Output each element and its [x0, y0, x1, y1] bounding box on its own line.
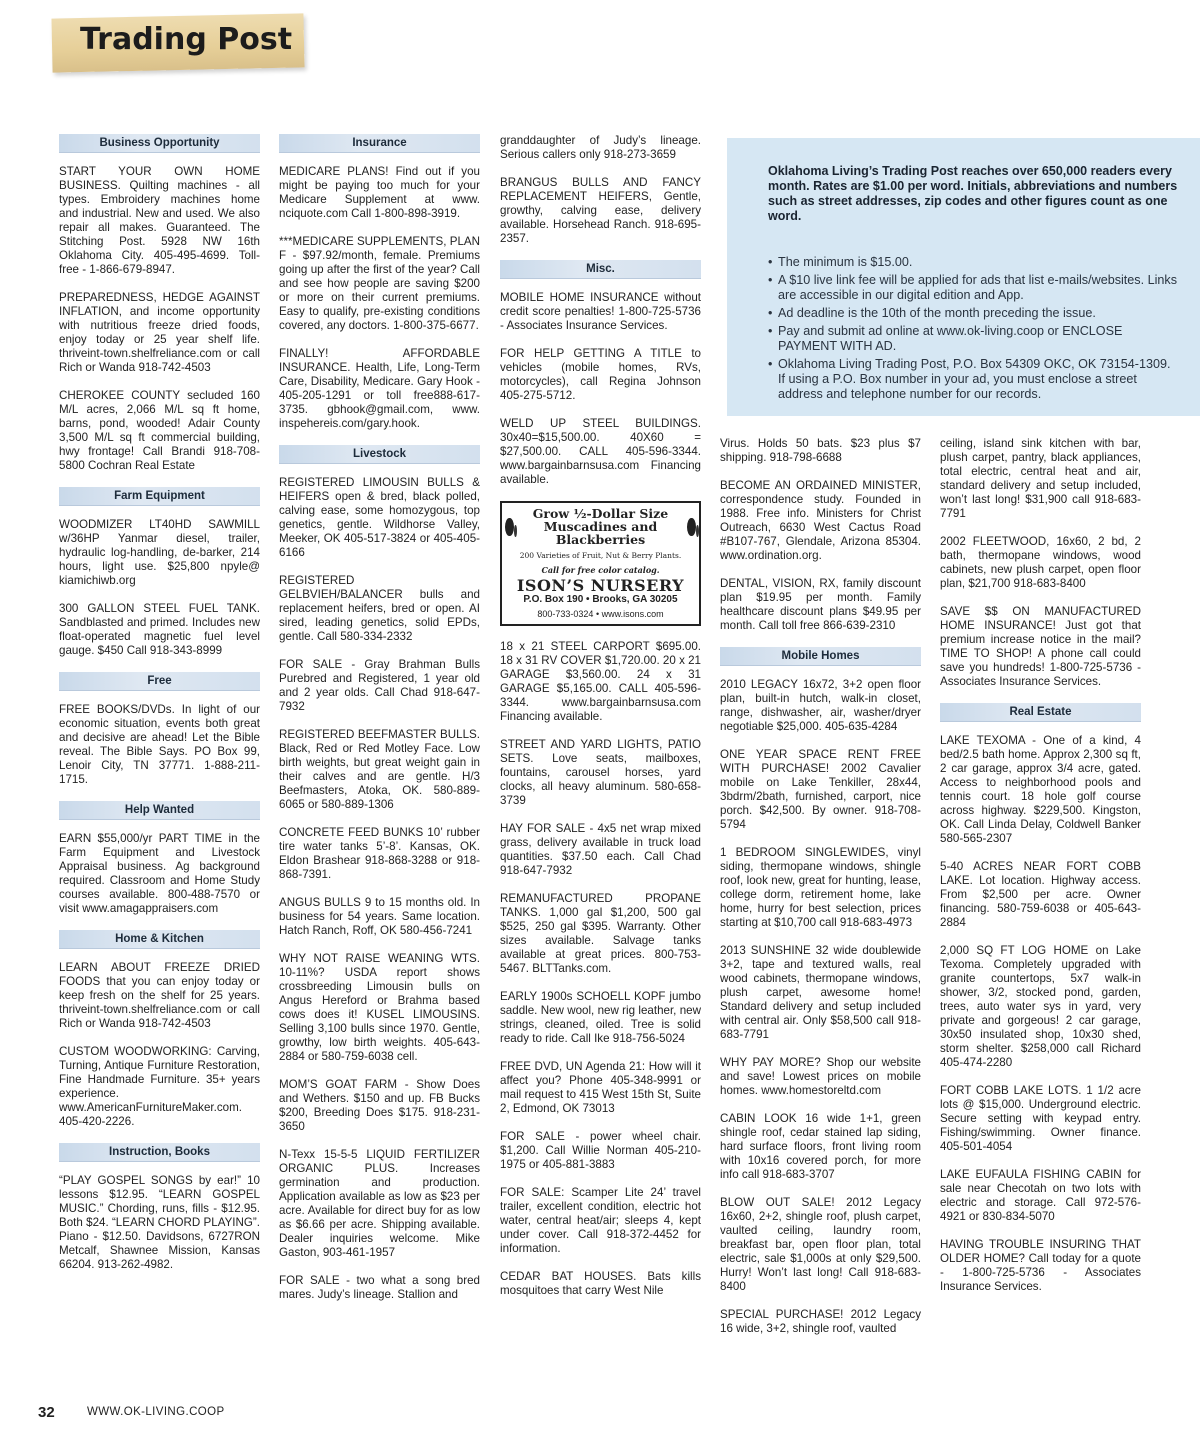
ison-brand-name: ISON’S NURSERY [516, 576, 685, 595]
classified-ad: BECOME AN ORDAINED MINISTER, correspondence study. Founded in 1988. Free info. Ministers for Christ Outreach, 6630 West Cactus Road #B107-767, Glendale, Arizona 85304. www.ordination.org. [720, 479, 921, 562]
classified-ad: ceiling, island sink kitchen with bar, plush carpet, pantry, black appliances, total electric, central heat and air, standard delivery and setup included, won’t last long! $31,900 call 918-683-7791 [940, 437, 1141, 520]
classified-ad: MEDICARE PLANS! Find out if you might be paying too much for your Medicare Supplement at www. nciquote.com Call 1-800-898-3919. [279, 165, 480, 220]
classified-ad: CABIN LOOK 16 wide 1+1, green shingle roof, cedar stained lap siding, hard surface floors, front living room with 10x16 covered porch, for more info call 918-683-3707 [720, 1112, 921, 1181]
classified-ad: 2010 LEGACY 16x72, 3+2 open floor plan, built-in hutch, walk-in closet, range, dishwasher, air, washer/dryer negotiable $25,000. 405-635-4284 [720, 678, 921, 733]
classified-ad: FOR SALE - two what a song bred mares. Judy’s lineage. Stallion and [279, 1274, 480, 1301]
classified-ad: EARN $55,000/yr PART TIME in the Farm Equipment and Livestock Appraisal business. Ag background required. Classroom and Home Study courses available. 800-488-7570 or visit www.amagappraisers.com [59, 832, 260, 915]
classified-ad: HAVING TROUBLE INSURING THAT OLDER HOME? Call today for a quote - 1-800-725-5736 - Associates Insurance Services. [940, 1238, 1141, 1293]
section-heading-help-wanted: Help Wanted [59, 801, 260, 820]
section-heading-livestock: Livestock [279, 445, 480, 464]
section-heading-mobile-homes: Mobile Homes [720, 647, 921, 666]
classified-ad: LEARN ABOUT FREEZE DRIED FOODS that you can enjoy today or keep fresh on the shelf for 25 years. thriveint-town.shelfreliance.com or call Rich or Wanda 918-742-4503 [59, 961, 260, 1030]
classified-ad: SAVE $$ ON MANUFACTURED HOME INSURANCE! Just got that premium increase notice in the mail? TIME TO SHOP! A phone call could save you hundreds! 1-800-725-5736 - Associates Insurance Services. [940, 605, 1141, 688]
classified-ad: ***MEDICARE SUPPLEMENTS, PLAN F - $97.92/month, female. Premiums going up after the first of the year? Call and see how people are saving $200 or more on their current premiums. Easy to qualify, pre-existing conditions covered, any doctors. 1-800-375-6677. [279, 235, 481, 332]
column-1 [59, 134, 260, 1272]
classified-ad: SPECIAL PURCHASE! 2012 Legacy 16 wide, 3+2, shingle roof, vaulted [720, 1308, 921, 1335]
classified-ad: STREET AND YARD LIGHTS, PATIO SETS. Love seats, mailboxes, fountains, carousel horses, yard clocks, all heavy aluminum. 580-658-3739 [500, 738, 701, 807]
classified-ad: WHY NOT RAISE WEANING WTS. 10-11%? USDA report shows crossbreeding Limousin bulls on Angus Hereford or Brahma based cows does it! KUSEL LIMOUSINS. Selling 3,100 bulls since 1970. Gentle, growthy, low birth weights. 405-643-2884 or 580-759-6038 cell. [279, 952, 480, 1063]
classified-ad: FINALLY! AFFORDABLE INSURANCE. Health, Life, Long-Term Care, Disability, Medicare. Gary Hook - 405-205-1291 or toll free888-617-3735. gbhook@gmail.com, www. inspehereis.com/gary.hook. [279, 347, 480, 430]
section-heading-free: Free [59, 672, 260, 691]
classified-ad: 18 x 21 STEEL CARPORT $695.00. 18 x 31 RV COVER $1,720.00. 20 x 21 GARAGE $3,560.00. 24 x 31 GARAGE $5,165.00. CALL 405-596-3344. www.bargainbarnsusa.com Financing available. [500, 640, 701, 723]
classified-ad: ANGUS BULLS 9 to 15 months old. In business for 54 years. Same location. Hatch Ranch, Roff, OK 580-456-7241 [279, 896, 480, 937]
classified-ad: BLOW OUT SALE! 2012 Legacy 16x60, 2+2, shingle roof, plush carpet, vaulted ceiling, laundry room, breakfast bar, open floor plan, total electric, sale $1,000s at only $29,500. Hurry! Won’t last long! Call 918-683-8400 [720, 1196, 921, 1293]
ison-subline: 200 Varieties of Fruit, Nut & Berry Plants. [519, 551, 682, 560]
classified-ad: WHY PAY MORE? Shop our website and save! Lowest prices on mobile homes. www.homestoreltd.com [720, 1056, 921, 1097]
classified-ad: FOR HELP GETTING A TITLE to vehicles (mobile homes, RVs, motorcycles), call Regina Johnson 405-275-5712. [500, 347, 701, 402]
ison-headline-row [505, 507, 696, 546]
classified-ad: CUSTOM WOODWORKING: Carving, Turning, Antique Furniture Restoration, Fine Handmade Furniture. 35+ years experience. www.AmericanFurnitureMaker.com. 405-420-2226. [59, 1045, 260, 1128]
rates-lead-text: Oklahoma Living’s Trading Post reaches over 650,000 readers every month. Rates are $1.00 per word. Initials, abbreviations and numbers such as street addresses, zip codes and other figures count as one word. [768, 164, 1178, 223]
section-heading-instruction: Instruction, Books [59, 1143, 260, 1162]
classified-ad: WOODMIZER LT40HD SAWMILL w/36HP Yanmar diesel, trailer, hydraulic log-handling, de-barker, 214 hours, light use. $25,800 npyle@ kiamichiwb.org [59, 518, 260, 587]
classified-ad: FREE DVD, UN Agenda 21: How will it affect you? Phone 405-348-9991 or mail request to 415 West 15th St, Suite 2, Edmond, OK 73013 [500, 1060, 701, 1115]
blackberry-icon [687, 518, 696, 536]
classified-ad: N-Texx 15-5-5 LIQUID FERTILIZER ORGANIC PLUS. Increases germination and production. Application available as low as $23 per acre. Available for direct buy for as low as $6.66 per acre. Shipping available. Dealer inquiries welcome. Mike Gaston, 903-461-1957 [279, 1148, 480, 1259]
classified-ad: 2002 FLEETWOOD, 16x60, 2 bd, 2 bath, thermopane windows, wood cabinets, new plush carpet, open floor plan, $21,700 918-683-8400 [940, 535, 1141, 590]
page-number: 32 [38, 1404, 55, 1421]
classified-ad: granddaughter of Judy’s lineage. Serious callers only 918-273-3659 [500, 134, 701, 161]
rates-bullet: • Oklahoma Living Trading Post, P.O. Box 54309 OKC, OK 73154-1309. If using a P.O. Box number in your ad, you must enclose a street address and telephone number for our records. [768, 357, 1180, 402]
classified-ad: DENTAL, VISION, RX, family discount plan $19.95 per month. Family healthcare discount plans $49.95 per month. Call toll free 866-639-2310 [720, 577, 921, 632]
rates-bullet-list [768, 255, 1180, 402]
rates-info-box [727, 138, 1200, 416]
classified-ad: CEDAR BAT HOUSES. Bats kills mosquitoes that carry West Nile [500, 1270, 701, 1297]
classified-ad: CHEROKEE COUNTY secluded 160 M/L acres, 2,066 M/L sq ft home, barns, pond, wooded! Adair County 3,500 M/L sq ft commercial building, hwy frontage! Call Brandi 918-708-5800 Cochran Real Estate [59, 389, 260, 472]
classified-ad: LAKE TEXOMA - One of a kind, 4 bed/2.5 bath home. Approx 2,300 sq ft, 2 car garage, approx 3/4 acre, gated. Access to neighborhood pools and tennis court. 18 hole golf course across highway. $229,500. Kingston, OK. Call Linda Delay, Coldwell Banker 580-565-2307 [940, 734, 1141, 845]
classified-ad: 5-40 ACRES NEAR FORT COBB LAKE. Lot location. Highway access. From $2,500 per acre. Owner financing. 580-759-6038 or 405-643-2884 [940, 860, 1141, 929]
column-3 [500, 134, 701, 1298]
classified-ad: Virus. Holds 50 bats. $23 plus $7 shipping. 918-798-6688 [720, 437, 921, 464]
classified-ad: FOR SALE - power wheel chair. $1,200. Call Willie Norman 405-210-1975 or 405-881-3883 [500, 1130, 701, 1171]
classified-ad: FOR SALE: Scamper Lite 24’ travel trailer, excellent condition, electric hot water, central heat/air; sleeps 4, kept under cover. Call 918-372-4452 for information. [500, 1186, 701, 1255]
classified-ad: START YOUR OWN HOME BUSINESS. Quilting machines - all types. Embroidery machines home and industrial. New and used. We also repair all makes. Guaranteed. The Stitching Post. 5928 NW 16th Oklahoma City. 405-495-4699. Toll-free - 1-866-679-8947. [59, 165, 260, 276]
classified-ad: 300 GALLON STEEL FUEL TANK. Sandblasted and primed. Includes new float-operated magnetic fuel level gauge. $450 Call 918-343-8999 [59, 602, 260, 657]
column-5 [940, 437, 1141, 1294]
section-heading-real-estate: Real Estate [940, 703, 1141, 722]
classified-ad: PREPAREDNESS, HEDGE AGAINST INFLATION, and income opportunity with nutritious freeze dried foods, enjoy today or 25 year shelf life. thriveint-town.shelfreliance.com or call Rich or Wanda 918-742-4503 [59, 291, 260, 374]
column-2 [279, 134, 480, 1302]
ison-catalog-note: Call for free color catalog. [541, 565, 660, 575]
footer-website: WWW.OK-LIVING.COOP [87, 1406, 225, 1418]
classified-ad: REGISTERED BEEFMASTER BULLS. Black, Red or Red Motley Face. Low birth weights, but great weight gain in their calves and are gentle. H/3 Beefmasters, Atoka, OK. 580-889-6065 or 580-889-1306 [279, 728, 480, 811]
classified-ad: HAY FOR SALE - 4x5 net wrap mixed grass, delivery available in truck load quantities. $37.50 each. Call Chad 918-647-7932 [500, 822, 701, 877]
section-heading-farm: Farm Equipment [59, 487, 260, 506]
classified-ad: FOR SALE - Gray Brahman Bulls Purebred and Registered, 1 year old and 2 year olds. Call Chad 918-647-7932 [279, 658, 480, 713]
ison-address: P.O. Box 190 • Brooks, GA 30205 [523, 594, 678, 605]
classified-ad: 1 BEDROOM SINGLEWIDES, vinyl siding, thermopane windows, shingle roof, look new, great for hunting, lease, college dorm, retirement home, lake home, hurry for best selection, prices starting at $10,700 call 918-683-4973 [720, 846, 921, 929]
ison-contact: 800-733-0324 • www.isons.com [537, 609, 664, 619]
isons-nursery-display-ad [500, 501, 701, 626]
classified-ad: EARLY 1900s SCHOELL KOPF jumbo saddle. New wool, new rig leather, new strings, cleaned, oiled. Tree is solid ready to ride. Call Ike 918-756-5024 [500, 990, 701, 1045]
section-heading-business: Business Opportunity [59, 134, 260, 153]
section-heading-insurance: Insurance [279, 134, 480, 153]
classified-ad: “PLAY GOSPEL SONGS by ear!” 10 lessons $12.95. “LEARN GOSPEL MUSIC.” Chording, runs, fills - $12.95. Both $24. “LEARN CHORD PLAYING”. Piano - $12.50. Davidsons, 6727RON Metcalf, Shawnee Mission, Kansas 66204. 913-262-4982. [59, 1174, 260, 1271]
classified-ad: CONCRETE FEED BUNKS 10’ rubber tire water tanks 5’-8’. Kansas, OK. Eldon Brashear 918-868-3288 or 918-868-7391. [279, 826, 480, 881]
rates-bullet: • The minimum is $15.00. [768, 255, 1180, 270]
classified-ad: REGISTERED LIMOUSIN BULLS & HEIFERS open & bred, black polled, calving ease, some homozygous, top genetics, gentle. Wildhorse Valley, Meeker, OK 405-517-3824 or 405-405-6166 [279, 476, 480, 559]
classified-ad: 2013 SUNSHINE 32 wide doublewide 3+2, tape and textured walls, real wood cabinets, thermopane windows, plush carpet, awesome home! Standard delivery and setup included with central air. Only $58,500 call 918-683-7791 [720, 944, 921, 1041]
classified-ad: FREE BOOKS/DVDs. In light of our economic situation, events both great and decisive are ahead! Let the Bible reveal. The Bible Says. PO Box 99, Lenoir City, TN 37771. 1-888-211-1715. [59, 703, 260, 786]
rates-bullet: • A $10 live link fee will be applied for ads that list e-mails/websites. Links are accessible in our digital edition and App. [768, 273, 1180, 303]
classified-ad: MOM’S GOAT FARM - Show Does and Wethers. $150 and up. FB Bucks $200, Breeding Does $175. 918-231-3650 [279, 1078, 480, 1133]
classified-ad: ONE YEAR SPACE RENT FREE WITH PURCHASE! 2002 Cavalier mobile on Lake Tenkiller, 28x44, 3bdrm/2bath, furnished, carport, nice porch. $42,500. By owner. 918-708-5794 [720, 748, 921, 831]
rates-bullet: • Ad deadline is the 10th of the month preceding the issue. [768, 306, 1180, 321]
page-title: Trading Post [80, 22, 293, 57]
classified-ad: REMANUFACTURED PROPANE TANKS. 1,000 gal $1,200, 500 gal $525, 250 gal $395. Warranty. Other sizes available. Salvage tanks available at great prices. 800-753-5467. BLTTanks.com. [500, 892, 701, 975]
classified-ad: WELD UP STEEL BUILDINGS. 30x40=$15,500.00. 40X60 = $27,500.00. CALL 405-596-3344. www.bargainbarnsusa.com Financing available. [500, 417, 701, 486]
classified-ad: FORT COBB LAKE LOTS. 1 1/2 acre lots @ $15,000. Underground electric. Secure setting with keypad entry. Fishing/swimming. Owner finance. 405-501-4054 [940, 1084, 1141, 1153]
classified-ad: MOBILE HOME INSURANCE without credit score penalties! 1-800-725-5736 - Associates Insurance Services. [500, 291, 701, 332]
section-heading-home-kitchen: Home & Kitchen [59, 930, 260, 949]
classified-ad: LAKE EUFAULA FISHING CABIN for sale near Checotah on two lots with electric and storage. Call 972-576-4921 or 830-834-5070 [940, 1168, 1141, 1223]
classified-ad: 2,000 SQ FT LOG HOME on Lake Texoma. Completely upgraded with granite countertops, 5x7 walk-in shower, 3/2, stocked pond, garden, trees, auto water sys in yard, very private and gorgeous! 2 car garage, 30x50 insulated shop, 10x30 shed, storm shelter. $258,000 call Richard 405-474-2280 [940, 944, 1141, 1069]
classified-ad: BRANGUS BULLS AND FANCY REPLACEMENT HEIFERS, Gentle, growthy, calving ease, delivery available. Horsehead Ranch. 918-695-2357. [500, 176, 701, 245]
section-heading-misc: Misc. [500, 260, 701, 279]
classified-ad: REGISTERED GELBVIEH/BALANCER bulls and replacement heifers, bred or open. AI sired, leading genetics, solid EPDs, gentle. Call 580-334-2332 [279, 574, 480, 643]
column-4 [720, 437, 921, 1336]
muscadine-berry-icon [505, 518, 514, 536]
ison-headline: Grow ½-Dollar Size Muscadines and Blackberries [532, 506, 669, 547]
rates-bullet: • Pay and submit ad online at www.ok-living.coop or ENCLOSE PAYMENT WITH AD. [768, 324, 1180, 354]
